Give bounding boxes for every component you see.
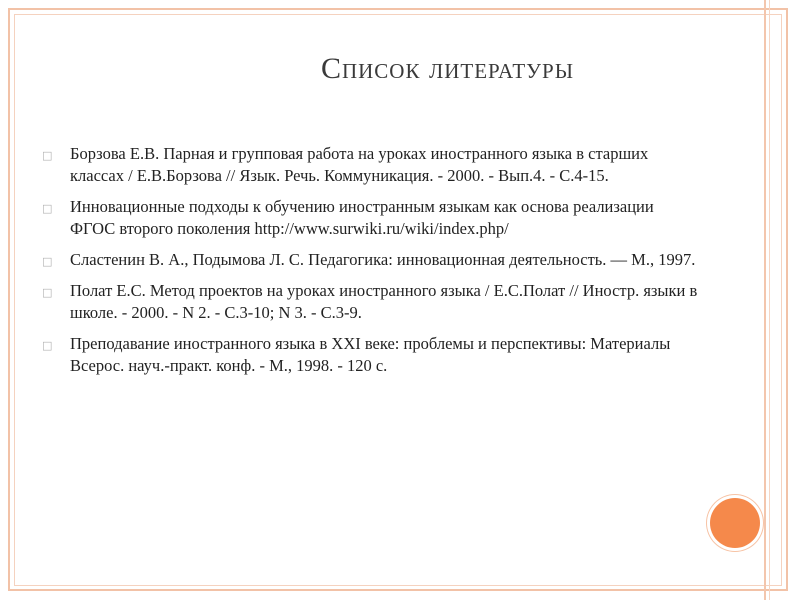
list-item-text: Сластенин В. А., Подымова Л. С. Педагогика: инновационная деятельность. — М., 1997. (70, 250, 696, 269)
list-item (40, 333, 700, 377)
list-item (40, 196, 700, 240)
slide-title: Список литературы (320, 52, 575, 85)
square-bullet-icon: □ (42, 339, 53, 352)
square-bullet-icon: □ (42, 255, 53, 268)
list-item-text: Борзова Е.В. Парная и групповая работа на уроках иностранного языка в старших классах / Е.В.Борзова // Язык. Речь. Коммуникация. - 2000. - Вып.4. - С.4-15. (70, 144, 649, 185)
list-item (40, 280, 700, 324)
square-bullet-icon: □ (42, 149, 53, 162)
list-item-text: Преподавание иностранного языка в XXI веке: проблемы и перспективы: Материалы Всерос. науч.-практ. конф. - М., 1998. - 120 с. (70, 334, 671, 375)
square-bullet-icon: □ (42, 202, 53, 215)
list-item (40, 143, 700, 187)
list-item-text: Инновационные подходы к обучению иностранным языкам как основа реализации ФГОС второго поколения http://www.surwiki.ru/wiki/index.php/ (70, 197, 654, 238)
list-item-text: Полат Е.С. Метод проектов на уроках иностранного языка / Е.С.Полат // Иностр. языки в школе. - 2000. - N 2. - С.3-10; N 3. - С.3-9. (70, 281, 698, 322)
bibliography-list (40, 143, 700, 386)
accent-circle-icon (710, 498, 760, 548)
list-item (40, 249, 700, 271)
square-bullet-icon: □ (42, 286, 53, 299)
decorative-vertical-line-thin (769, 0, 770, 600)
decorative-vertical-line (764, 0, 766, 600)
